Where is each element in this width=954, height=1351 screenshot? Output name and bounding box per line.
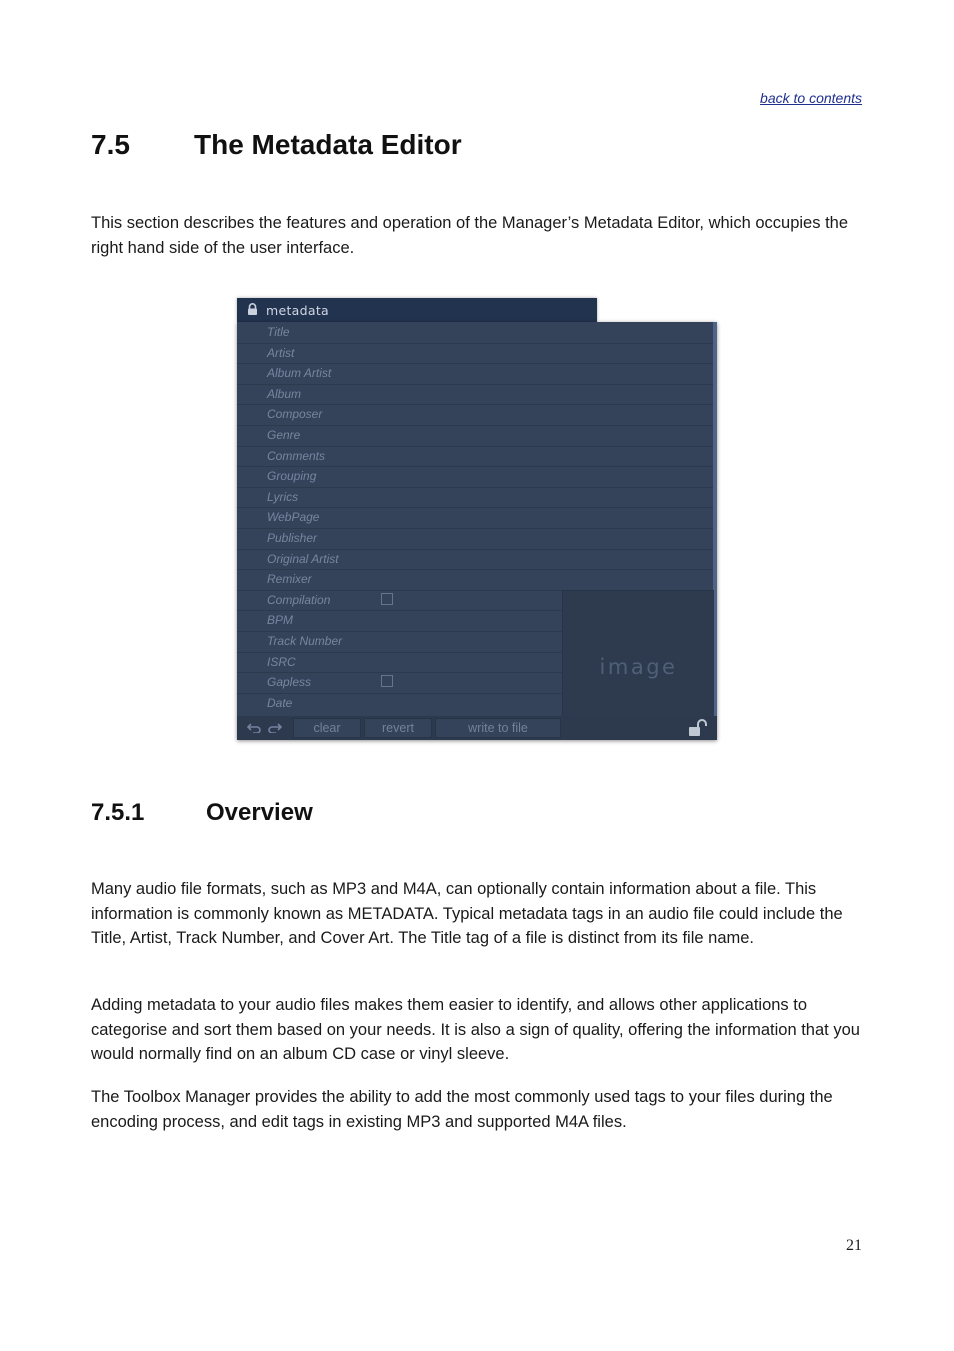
section-title: The Metadata Editor	[194, 129, 462, 160]
field-row-album-artist[interactable]	[237, 363, 713, 385]
field-row-gapless	[237, 672, 562, 694]
revert-button[interactable]: revert	[364, 718, 432, 738]
lock-icon	[247, 303, 258, 315]
overview-paragraph-2: Adding metadata to your audio files makes them easier to identify, and allows other applications to categorise and sort them based on your needs. It is also a sign of quality, offering the information that you would normally find on an album CD case or vinyl sleeve.	[91, 996, 860, 1063]
field-label: ISRC	[267, 654, 296, 669]
write-to-file-button[interactable]: write to file	[435, 718, 561, 738]
field-label: Album	[267, 386, 302, 401]
page-number: 21	[846, 1237, 862, 1254]
field-label: WebPage	[267, 510, 320, 525]
field-label: Track Number	[267, 634, 343, 648]
metadata-panel	[237, 322, 717, 740]
overview-paragraph-3: The Toolbox Manager provides the ability to add the most commonly used tags to your files during the encoding process, and edit tags in existing MP3 and supported M4A files.	[91, 1088, 833, 1131]
field-row-bpm[interactable]	[237, 610, 562, 632]
field-label: BPM	[267, 613, 294, 628]
field-row-track-number[interactable]	[237, 631, 562, 653]
field-label: Title	[267, 325, 290, 339]
field-label: Comments	[267, 448, 326, 463]
field-row-remixer[interactable]	[237, 569, 713, 591]
field-row-grouping[interactable]	[237, 466, 713, 488]
field-row-album[interactable]	[237, 384, 713, 406]
field-label: Compilation	[267, 592, 331, 607]
field-row-lyrics[interactable]	[237, 487, 713, 509]
field-label: Date	[267, 695, 293, 710]
undo-icon[interactable]	[247, 723, 261, 733]
cover-image-well[interactable]	[562, 590, 714, 721]
field-label: Composer	[267, 407, 323, 422]
back-to-contents-link[interactable]: back to contents	[760, 90, 862, 106]
field-row-artist[interactable]	[237, 343, 713, 365]
field-row-webpage[interactable]	[237, 507, 713, 529]
subsection-number: 7.5.1	[91, 799, 145, 826]
field-label: Genre	[267, 428, 301, 442]
unlock-icon[interactable]	[688, 719, 710, 737]
field-label: Lyrics	[267, 489, 299, 504]
field-label: Remixer	[267, 572, 312, 587]
overview-paragraph-1: Many audio file formats, such as MP3 and M4A, can optionally contain information about a file. This information is commonly known as METADATA. Typical metadata tags in an audio file could include the Title, Artist, Track Number, and Cover Art. The Title tag of a file is distinct from its file name.	[91, 880, 843, 947]
field-row-isrc[interactable]	[237, 652, 562, 674]
field-row-title[interactable]	[237, 322, 713, 344]
field-label: Grouping	[267, 469, 317, 484]
field-row-publisher[interactable]	[237, 528, 713, 550]
field-label: Gapless	[267, 675, 312, 690]
intro-paragraph: This section describes the features and operation of the Manager’s Metadata Editor, which occupies the right hand side of the user interface.	[91, 214, 849, 257]
field-label: Album Artist	[267, 366, 332, 381]
field-row-date[interactable]	[237, 693, 562, 714]
gapless-checkbox[interactable]	[381, 675, 393, 687]
field-label: Publisher	[267, 531, 318, 545]
image-placeholder-label: image	[599, 655, 678, 679]
field-label: Artist	[267, 345, 295, 360]
metadata-tab[interactable]	[237, 298, 597, 322]
field-label: Original Artist	[267, 551, 339, 566]
field-row-original-artist[interactable]	[237, 549, 713, 571]
clear-button[interactable]: clear	[293, 718, 361, 738]
field-row-compilation	[237, 590, 562, 612]
field-row-genre[interactable]	[237, 425, 713, 447]
field-row-comments[interactable]	[237, 446, 713, 468]
field-row-composer[interactable]	[237, 404, 713, 426]
subsection-title: Overview	[206, 799, 313, 826]
editor-toolbar	[237, 716, 717, 740]
redo-icon[interactable]	[268, 723, 282, 733]
metadata-tab-label: metadata	[266, 303, 329, 318]
section-number: 7.5	[91, 129, 130, 160]
compilation-checkbox[interactable]	[381, 593, 393, 605]
